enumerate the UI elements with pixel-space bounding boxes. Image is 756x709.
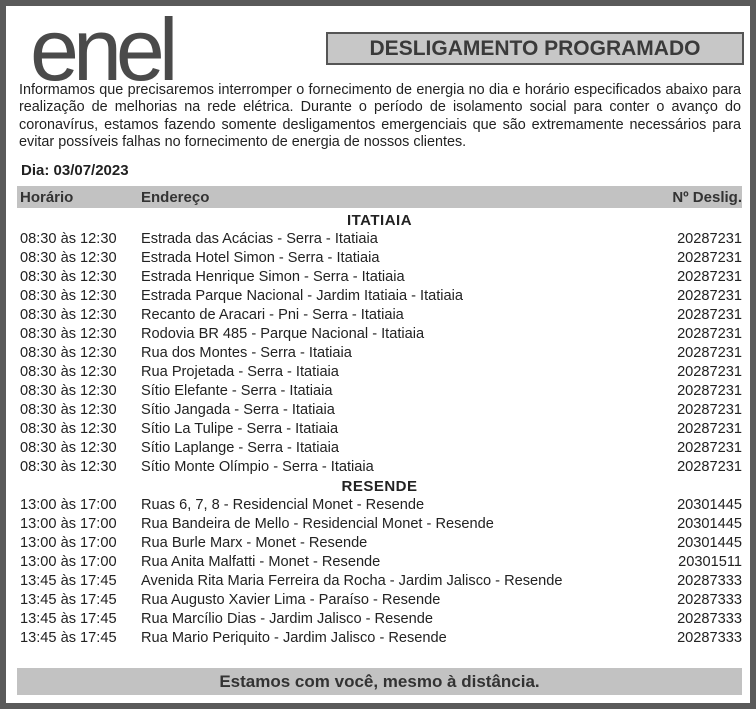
table-header (17, 186, 742, 208)
row-endereco: Rodovia BR 485 - Parque Nacional - Itatiaia (141, 326, 425, 342)
schedule-table (17, 211, 742, 648)
row-deslig: 20287333 (677, 611, 742, 627)
row-deslig: 20287231 (677, 459, 742, 475)
table-row (17, 496, 742, 515)
table-row (17, 439, 742, 458)
row-endereco: Sítio Jangada - Serra - Itatiaia (141, 402, 335, 418)
table-row (17, 306, 742, 325)
row-endereco: Rua Projetada - Serra - Itatiaia (141, 364, 339, 380)
row-deslig: 20287333 (677, 592, 742, 608)
row-horario: 08:30 às 12:30 (20, 326, 117, 342)
row-endereco: Estrada das Acácias - Serra - Itatiaia (141, 231, 378, 247)
page-title: DESLIGAMENTO PROGRAMADO (326, 32, 744, 65)
row-horario: 08:30 às 12:30 (20, 440, 117, 456)
table-row (17, 401, 742, 420)
intro-paragraph: Informamos que precisaremos interromper o fornecimento de energia no dia e horário especificados abaixo para realização de melhorias na rede elétrica. Durante o período de isolamento social para conter o avanço do coronavírus, estamos fazendo somente desligamentos emergenciais que são extremamente necessários para evitar possíveis falhas no fornecimento de energia de nossos clientes. (19, 82, 741, 150)
row-endereco: Rua Burle Marx - Monet - Resende (141, 535, 368, 551)
row-endereco: Avenida Rita Maria Ferreira da Rocha - Jardim Jalisco - Resende (141, 573, 563, 589)
row-endereco: Sítio Laplange - Serra - Itatiaia (141, 440, 339, 456)
city-heading: ITATIAIA (346, 212, 413, 229)
row-deslig: 20301445 (677, 497, 742, 513)
row-horario: 08:30 às 12:30 (20, 421, 117, 437)
logo-text: enel (30, 12, 173, 86)
row-horario: 13:00 às 17:00 (20, 497, 117, 513)
row-endereco: Rua dos Montes - Serra - Itatiaia (141, 345, 352, 361)
row-endereco: Rua Augusto Xavier Lima - Paraíso - Resende (141, 592, 441, 608)
row-endereco: Sítio Elefante - Serra - Itatiaia (141, 383, 333, 399)
city-heading: RESENDE (341, 478, 418, 495)
row-endereco: Estrada Hotel Simon - Serra - Itatiaia (141, 250, 380, 266)
row-horario: 08:30 às 12:30 (20, 231, 117, 247)
row-deslig: 20287231 (677, 364, 742, 380)
row-deslig: 20301445 (677, 535, 742, 551)
column-deslig: Nº Deslig. (672, 189, 742, 206)
row-endereco: Rua Anita Malfatti - Monet - Resende (141, 554, 381, 570)
row-endereco: Sítio Monte Olímpio - Serra - Itatiaia (141, 459, 374, 475)
table-row (17, 287, 742, 306)
row-deslig: 20287231 (677, 402, 742, 418)
table-row (17, 249, 742, 268)
row-horario: 08:30 às 12:30 (20, 288, 117, 304)
row-deslig: 20287231 (677, 288, 742, 304)
row-deslig: 20301511 (678, 554, 742, 570)
row-horario: 08:30 às 12:30 (20, 383, 117, 399)
column-horario: Horário (20, 189, 74, 206)
column-endereco: Endereço (141, 189, 210, 206)
row-deslig: 20287231 (677, 307, 742, 323)
table-row (17, 325, 742, 344)
row-horario: 13:45 às 17:45 (20, 573, 117, 589)
table-row (17, 382, 742, 401)
row-deslig: 20287333 (677, 573, 742, 589)
date-label: Dia: 03/07/2023 (21, 162, 129, 179)
row-deslig: 20287231 (677, 421, 742, 437)
table-row (17, 572, 742, 591)
notice-frame (6, 6, 750, 703)
row-endereco: Rua Bandeira de Mello - Residencial Monet - Resende (141, 516, 494, 532)
enel-logo (30, 12, 230, 86)
row-horario: 13:45 às 17:45 (20, 630, 117, 646)
footer-message: Estamos com você, mesmo à distância. (17, 668, 742, 695)
row-horario: 13:00 às 17:00 (20, 535, 117, 551)
row-horario: 08:30 às 12:30 (20, 402, 117, 418)
row-endereco: Estrada Parque Nacional - Jardim Itatiaia - Itatiaia (141, 288, 464, 304)
table-row (17, 515, 742, 534)
row-horario: 08:30 às 12:30 (20, 364, 117, 380)
row-deslig: 20287231 (677, 345, 742, 361)
row-endereco: Ruas 6, 7, 8 - Residencial Monet - Resende (141, 497, 425, 513)
row-horario: 13:45 às 17:45 (20, 611, 117, 627)
table-row (17, 553, 742, 572)
row-horario: 08:30 às 12:30 (20, 250, 117, 266)
row-horario: 08:30 às 12:30 (20, 307, 117, 323)
row-horario: 13:00 às 17:00 (20, 554, 117, 570)
row-deslig: 20287333 (677, 630, 742, 646)
table-row (17, 268, 742, 287)
row-endereco: Recanto de Aracari - Pni - Serra - Itatiaia (141, 307, 404, 323)
row-horario: 13:45 às 17:45 (20, 592, 117, 608)
row-endereco: Estrada Henrique Simon - Serra - Itatiaia (141, 269, 405, 285)
row-deslig: 20287231 (677, 231, 742, 247)
table-row (17, 420, 742, 439)
table-row (17, 458, 742, 477)
row-horario: 08:30 às 12:30 (20, 269, 117, 285)
row-horario: 13:00 às 17:00 (20, 516, 117, 532)
row-deslig: 20287231 (677, 440, 742, 456)
row-horario: 08:30 às 12:30 (20, 459, 117, 475)
table-row (17, 363, 742, 382)
row-endereco: Rua Mario Periquito - Jardim Jalisco - Resende (141, 630, 447, 646)
table-row (17, 230, 742, 249)
table-row (17, 344, 742, 363)
row-deslig: 20301445 (677, 516, 742, 532)
table-row (17, 610, 742, 629)
row-horario: 08:30 às 12:30 (20, 345, 117, 361)
table-row (17, 629, 742, 648)
row-deslig: 20287231 (677, 250, 742, 266)
row-deslig: 20287231 (677, 383, 742, 399)
row-endereco: Sítio La Tulipe - Serra - Itatiaia (141, 421, 339, 437)
row-endereco: Rua Marcílio Dias - Jardim Jalisco - Resende (141, 611, 433, 627)
table-row (17, 591, 742, 610)
row-deslig: 20287231 (677, 326, 742, 342)
table-row (17, 534, 742, 553)
row-deslig: 20287231 (677, 269, 742, 285)
